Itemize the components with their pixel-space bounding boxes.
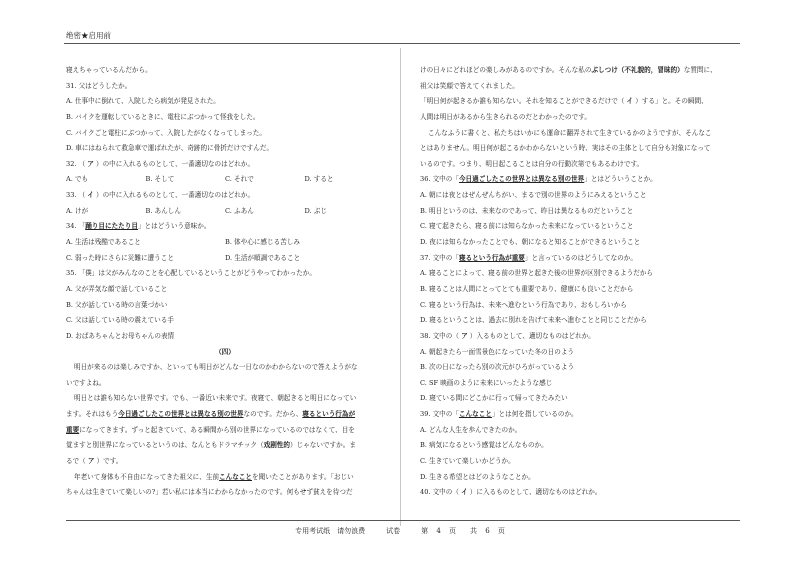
text-segment: 」とはどういう意味か。	[137, 222, 211, 231]
text-line	[66, 298, 384, 314]
text-segment: A. 寝ることによって、寝る前の世界と起きた後の世界が区別できるようだから	[420, 269, 654, 278]
text-line	[66, 329, 384, 345]
text-segment: ）入るものとして、適切なものはどれか。	[467, 331, 595, 340]
text-segment: を聞いたことがあります。「おじい	[252, 472, 354, 481]
bold-text: 戏剧性的	[263, 441, 290, 450]
text-segment: B. 寝ることは人間にとってとても重要であり、健康にも良いことだから	[420, 284, 634, 293]
text-segment: 人間は明日があるから生きられるのだとわかったのです。	[420, 112, 591, 121]
text-segment: A. 朝起きたら一面雪景色になっていた冬の日のよう	[420, 347, 575, 356]
text-segment: いですよね。	[66, 378, 106, 387]
text-line	[66, 266, 384, 282]
section-heading	[66, 345, 384, 361]
emphasized-phrase: こんなこと	[219, 472, 253, 481]
text-line	[420, 235, 740, 251]
text-line	[420, 282, 740, 298]
text-segment: A. 父が弄気な顔で話していること	[66, 284, 168, 293]
text-segment: ）じゃないですか。ま	[290, 441, 356, 450]
text-line	[66, 219, 384, 235]
text-segment: D. 寝るということは、過去に別れを告げて未来へ進むことと同じことだから	[420, 316, 647, 325]
answer-options-row	[66, 172, 384, 188]
text-line	[420, 329, 740, 345]
bold-text: ア	[461, 331, 468, 340]
text-line	[66, 110, 384, 126]
text-segment: 年老いて身体も不自由になってきた祖父に、生前	[74, 472, 220, 481]
text-segment: A. どんな人生を歩んできたのか。	[420, 425, 522, 434]
text-segment: 35. 「僕」は父がみんなのことを心配しているということがどうやってわかったか。	[66, 269, 316, 278]
text-line	[420, 313, 740, 329]
text-line	[66, 313, 384, 329]
text-line	[66, 94, 384, 110]
text-segment: C. SF 映画のように未来にいったような感じ	[420, 378, 553, 387]
text-segment: C. 生きていて楽しいかどうか。	[420, 457, 515, 466]
text-segment: とはありません。明日何が起こるかわからないという時、実はその主体として自分も対象になって	[420, 144, 711, 153]
text-segment: B. バイクを運転しているときに、電柱にぶつかって怪我をした。	[66, 112, 260, 121]
answer-option: C. ふあん	[225, 206, 254, 215]
text-line	[66, 282, 384, 298]
text-segment: けの日々にどれほどの楽しみがあるのですか。そんな私の	[420, 66, 592, 74]
emphasized-phrase: 寝るという行為が重要	[458, 253, 525, 262]
text-segment: 31. 父はどうしたか。	[66, 81, 132, 90]
text-segment: 寝えちゃっているんだから。	[66, 66, 152, 74]
paragraph-line	[420, 126, 740, 142]
text-line	[420, 470, 740, 486]
text-line	[420, 266, 740, 282]
emphasized-phrase: こんなこと	[458, 410, 492, 419]
emphasized-phrase: 重要	[66, 425, 80, 434]
text-segment: ）です。	[94, 457, 123, 466]
emphasized-phrase: 今日過ごしたこの世界とは異なる別の世界	[458, 175, 585, 184]
text-segment: ）の中に入れるものとして、一番適切なのはどれか。	[93, 159, 255, 168]
answer-options-row	[66, 204, 384, 220]
text-line	[420, 345, 740, 361]
text-segment: 39. 文中の「	[420, 410, 459, 419]
text-segment: 」と言っているのはどうしてなのか。	[524, 253, 637, 262]
text-line	[66, 423, 384, 439]
header-rule	[64, 43, 740, 44]
left-column	[66, 63, 384, 501]
text-segment: D. 生きる希望とはどのようなことか。	[420, 472, 535, 481]
answer-option: A. けが	[66, 206, 89, 215]
text-line	[66, 141, 384, 157]
paragraph-line	[66, 470, 384, 486]
footer-rule	[66, 520, 740, 521]
text-line	[66, 454, 384, 470]
text-segment: 33. （	[66, 191, 88, 200]
text-segment: ）する」と。その瞬間、	[633, 97, 708, 106]
text-line	[420, 157, 740, 173]
text-segment: B. 病気になるという感覚はどんなものか。	[420, 441, 548, 450]
text-line	[66, 157, 384, 173]
text-segment: 」とは何を指しているのか。	[491, 410, 578, 419]
text-line	[66, 407, 384, 423]
text-segment: な質問に、	[683, 66, 717, 74]
text-line	[420, 79, 740, 95]
text-line	[66, 485, 384, 501]
answer-option: A. でも	[66, 175, 89, 184]
text-segment: ）の中に入れるものとして、一番適切なのはどれか。	[93, 191, 255, 200]
answer-options-row	[66, 235, 384, 251]
text-line	[66, 63, 384, 79]
text-line	[420, 94, 740, 110]
text-segment: になってきます。ずっと起きていて、ある瞬間から別の世界になっているのではなくて、目を	[79, 425, 355, 434]
answer-option: D. ぶじ	[304, 206, 327, 215]
text-segment: るで（	[66, 457, 88, 466]
text-segment: 明日とは誰も知らない世界です。でも、一番近い未来です。夜寝て、朝起きると明日になってい	[74, 394, 357, 403]
text-segment: D. 車にはねられて救急車で運ばれたが、奇跡的に骨折だけですんだ。	[66, 144, 274, 153]
text-line	[420, 110, 740, 126]
text-line	[420, 172, 740, 188]
text-line	[420, 141, 740, 157]
answer-option: C. 弱った時にさらに災難に遭うこと	[66, 253, 174, 262]
emphasized-phrase: 今日過ごしたこの世界とは異なる別の世界	[118, 410, 244, 419]
answer-option: C. それで	[225, 175, 254, 184]
text-segment: D. 寝ている間にどこかに行って帰ってきたみたい	[420, 394, 568, 403]
confidential-header: 绝密★启用前	[66, 31, 111, 40]
answer-option: A. 生活は残酷であること	[66, 238, 141, 247]
text-line	[420, 204, 740, 220]
text-segment: 「明日何が起きるか誰も知らない。それを知ることができるだけで（	[420, 97, 627, 106]
text-line	[66, 188, 384, 204]
text-segment: なのです。だから、	[243, 410, 303, 419]
text-line	[420, 188, 740, 204]
text-line	[420, 407, 740, 423]
text-segment: 祖父は笑顔で答えてくれました。	[420, 81, 519, 90]
text-line	[420, 423, 740, 439]
text-segment: （四）	[215, 347, 235, 356]
right-column	[420, 63, 740, 501]
text-segment: C. 父は話している時の震えている手	[66, 316, 174, 325]
text-line	[420, 360, 740, 376]
text-line	[420, 63, 740, 79]
text-line	[420, 376, 740, 392]
text-segment: 40. 文中の（	[420, 488, 462, 497]
text-line	[420, 485, 740, 501]
bold-text: イ	[461, 488, 468, 497]
text-segment: C. 寝て起きたら、寝る前には知らなかった未来になっているということ	[420, 222, 634, 231]
text-line	[66, 79, 384, 95]
bold-text: ア	[87, 457, 95, 466]
text-line	[420, 454, 740, 470]
text-segment: 34. 「	[66, 222, 86, 231]
paragraph-line	[66, 391, 384, 407]
text-segment: 32. （	[66, 159, 88, 168]
text-segment: 明日が来るのは楽しみですか、といっても明日がどんな一日なのかわからないので答えようがな	[74, 363, 358, 372]
bold-text: イ	[626, 97, 634, 106]
text-segment: A. 仕事中に倒れて、入院したら病気が発見された。	[66, 97, 220, 106]
answer-option: B. あんしん	[145, 206, 181, 215]
answer-option: D. 生活が順調であること	[225, 253, 301, 262]
bold-text: イ	[87, 191, 94, 200]
text-line	[66, 376, 384, 392]
answer-option: B. そして	[145, 175, 175, 184]
text-segment: ちゃんは生きていて楽しいの?」若い私には本当にわからなかったのです。何もせず貧えを待つだ	[66, 488, 353, 497]
text-segment: 38. 文中の（	[420, 331, 462, 340]
text-segment: ます。それはもう	[66, 410, 119, 419]
text-line	[66, 126, 384, 142]
text-segment: 覚ますと別世界になっているというのは、なんともドラマチック（	[66, 441, 264, 450]
bold-text: ア	[87, 159, 94, 168]
text-segment: こんなふうに書くと、私たちはいかにも運命に翻弄されて生きているかのようですが、そんなこ	[428, 128, 712, 137]
paragraph-line	[66, 360, 384, 376]
text-line	[420, 438, 740, 454]
text-segment: D. 夜には知らなかったことでも、朝になると知ることができるということ	[420, 238, 641, 247]
answer-option: D. すると	[304, 175, 334, 184]
bold-text: ぶしつけ（不礼貌的，冒昧的）	[591, 66, 684, 74]
text-segment: D. おばあちゃんとお母ちゃんの表情	[66, 331, 175, 340]
text-line	[420, 298, 740, 314]
text-line	[66, 438, 384, 454]
emphasized-phrase: 踊り目にたたり目	[85, 222, 138, 231]
text-line	[420, 251, 740, 267]
text-segment: B. 次の日になったら別の次元がひろがっているよう	[420, 363, 575, 372]
text-segment: 」とはどういうことか。	[584, 175, 657, 184]
text-segment: B. 明日というのは、未来なのであって、昨日は異なるものだということ	[420, 206, 634, 215]
text-segment: 37. 文中の「	[420, 253, 459, 262]
column-divider	[400, 48, 401, 526]
text-segment: C. 寝るという行為は、未来へ進むという行為であり、おもしろいから	[420, 300, 627, 309]
text-segment: いるのです。つまり、明日起こることは自分の行動次第でもあるわけです。	[420, 159, 644, 168]
text-segment: C. バイクごと電柱にぶつかって、入院したがなくなってしまった。	[66, 128, 266, 137]
text-line	[420, 391, 740, 407]
emphasized-phrase: 寝るという行為が	[302, 410, 356, 419]
text-line	[420, 219, 740, 235]
text-segment: B. 父が話している時の言葉づかい	[66, 300, 168, 309]
page-footer: 专用考试纸 请勿浪费 试卷 第 4 页 共 6 页	[295, 527, 505, 535]
text-segment: A. 朝には夜とはぜんぜんちがい、まるで別の世界のようにみえるということ	[420, 191, 647, 200]
text-segment: 36. 文中の「	[420, 175, 459, 184]
answer-option: B. 体や心に感じる苦しみ	[225, 238, 300, 247]
text-segment: ）に入るものとして、適切なものはどれか。	[467, 488, 602, 497]
answer-options-row	[66, 251, 384, 267]
